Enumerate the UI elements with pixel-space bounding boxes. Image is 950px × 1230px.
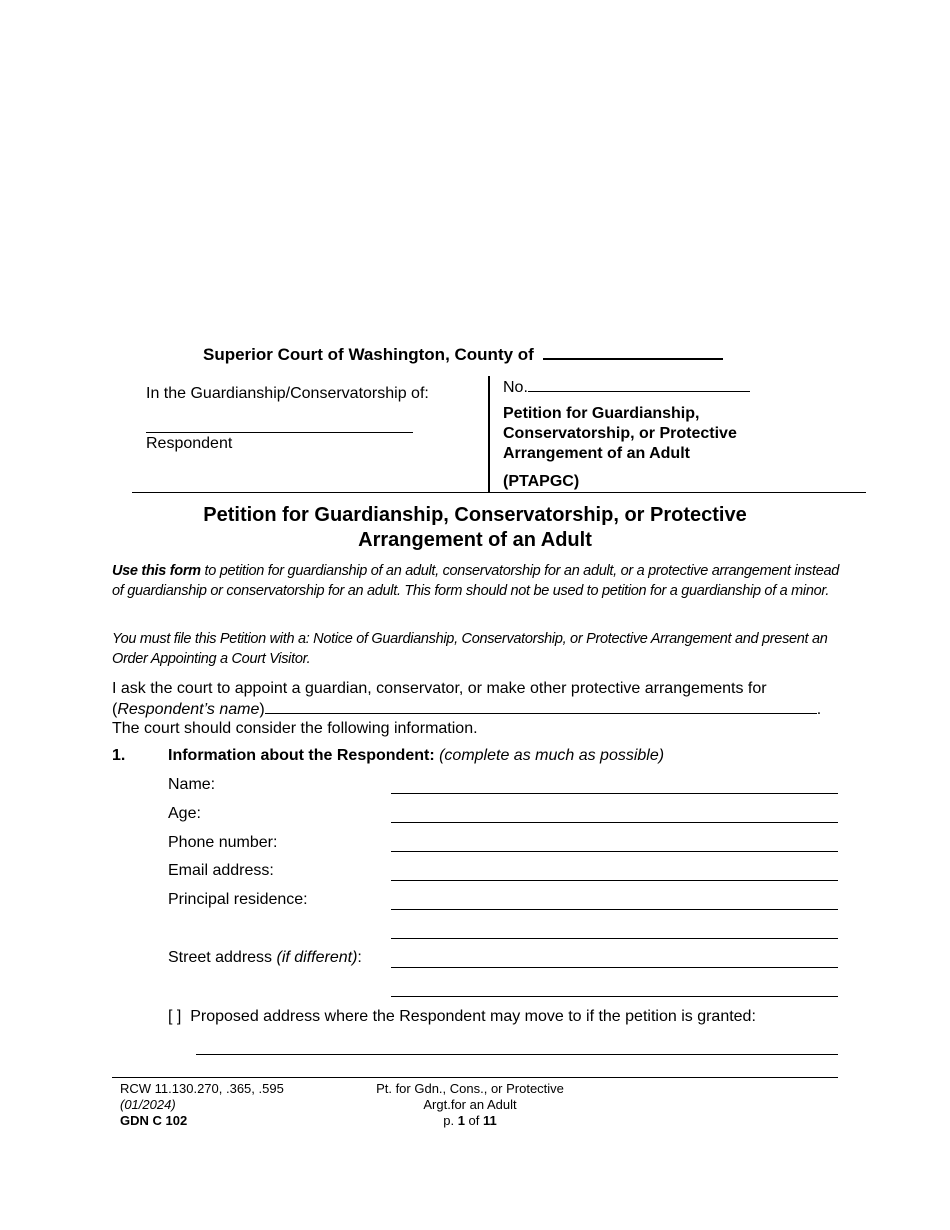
footer-page-number: p. 1 of 11 bbox=[443, 1113, 497, 1128]
residence-field-line-2[interactable] bbox=[391, 938, 838, 939]
section-1-number: 1. bbox=[112, 747, 126, 764]
age-field[interactable] bbox=[391, 822, 838, 823]
section-1-heading: Information about the Respondent: (complete as much as possible) bbox=[168, 747, 665, 764]
footer-center bbox=[340, 1081, 600, 1129]
request-line-3: The court should consider the following information. bbox=[112, 720, 478, 737]
footer-rule bbox=[112, 1077, 838, 1078]
caption-divider bbox=[488, 376, 490, 493]
name-field[interactable] bbox=[391, 793, 838, 794]
footer-left bbox=[120, 1081, 284, 1129]
phone-field[interactable] bbox=[391, 851, 838, 852]
name-label: Name: bbox=[168, 776, 216, 793]
request-line-1: I ask the court to appoint a guardian, conservator, or make other protective arrangements for bbox=[112, 680, 767, 697]
county-blank[interactable] bbox=[543, 344, 723, 360]
email-field[interactable] bbox=[391, 880, 838, 881]
street-field-line-2[interactable] bbox=[391, 996, 838, 997]
proposed-address-row bbox=[168, 1008, 756, 1026]
email-label: Email address: bbox=[168, 862, 274, 879]
instructions-paragraph-2: You must file this Petition with a: Notice of Guardianship, Conservatorship, or Protective Arrangement and present an Order Appointing a Court Visitor. bbox=[112, 631, 828, 667]
case-number: No. bbox=[503, 377, 750, 397]
instructions-bold-lead: Use this form bbox=[112, 563, 201, 579]
street-field-line-1[interactable] bbox=[391, 967, 838, 968]
footer-date: (01/2024) bbox=[120, 1097, 176, 1112]
proposed-address-text: Proposed address where the Respondent may move to if the petition is granted: bbox=[190, 1008, 756, 1025]
respondent-name-line[interactable] bbox=[146, 432, 413, 433]
residence-field-line-1[interactable] bbox=[391, 909, 838, 910]
page-title bbox=[100, 503, 850, 553]
proposed-address-checkbox[interactable]: [ ] bbox=[168, 1008, 182, 1025]
case-number-blank[interactable] bbox=[528, 377, 750, 392]
footer-title-line2: Argt.for an Adult bbox=[423, 1097, 517, 1112]
footer-form-id: GDN C 102 bbox=[120, 1113, 188, 1128]
court-title: Superior Court of Washington, County of bbox=[203, 344, 723, 365]
instructions-paragraph-1: Use this form to petition for guardianship of an adult, conservatorship for an adult, or a protective arrangement instead of guardianship or conservatorship for an adult. This form should not be used to petition for a guardianship of a minor. bbox=[112, 563, 839, 599]
footer-title-line1: Pt. for Gdn., Cons., or Protective bbox=[376, 1081, 564, 1096]
phone-label: Phone number: bbox=[168, 834, 278, 851]
caption-form-code: (PTAPGC) bbox=[503, 473, 580, 490]
caption-left-label: In the Guardianship/Conservatorship of: bbox=[146, 385, 429, 402]
proposed-address-field[interactable] bbox=[196, 1054, 838, 1055]
residence-label: Principal residence: bbox=[168, 891, 308, 908]
respondent-label: Respondent bbox=[146, 435, 233, 452]
footer-rcw: RCW 11.130.270, .365, .595 bbox=[120, 1081, 284, 1096]
caption-bottom-rule bbox=[132, 492, 866, 493]
respondent-name-hint: Respondent’s name bbox=[117, 700, 260, 718]
respondent-name-blank[interactable] bbox=[265, 699, 817, 714]
caption-form-title: Petition for Guardianship, Conservatorship, or Protective Arrangement of an Adult bbox=[503, 405, 737, 462]
age-label: Age: bbox=[168, 805, 201, 822]
request-line-2: (Respondent’s name) . bbox=[112, 700, 822, 718]
request-paragraph bbox=[112, 679, 842, 739]
street-label: Street address (if different): bbox=[168, 949, 362, 966]
page-title-line2: Arrangement of an Adult bbox=[358, 529, 592, 551]
page-title-line1: Petition for Guardianship, Conservatorship, or Protective bbox=[203, 504, 747, 526]
